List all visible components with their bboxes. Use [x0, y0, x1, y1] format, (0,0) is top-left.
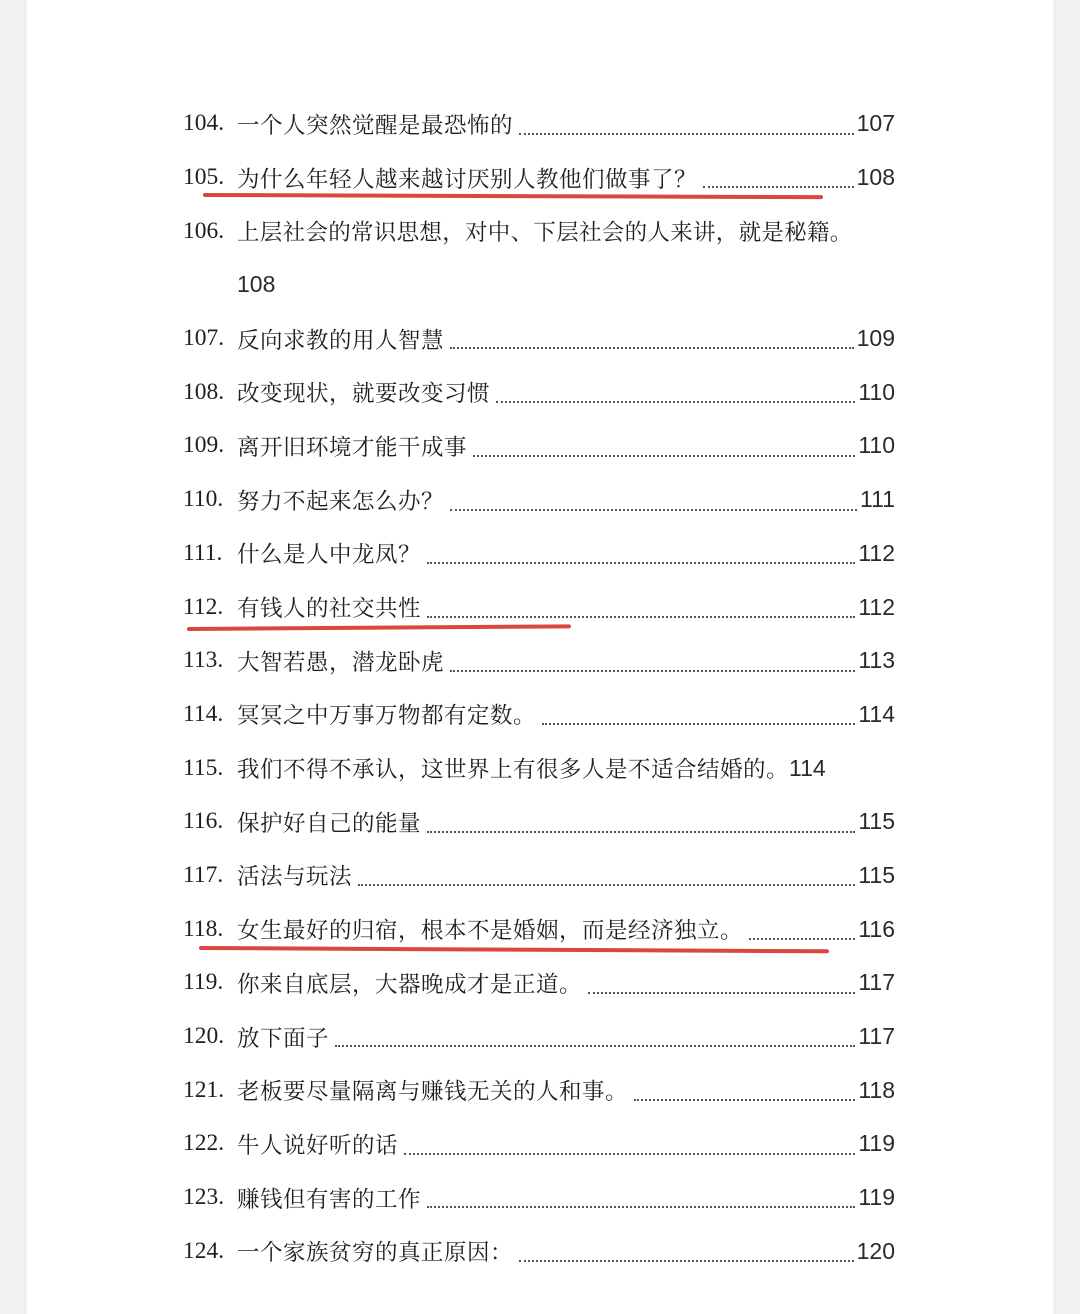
entry-title: 你来自底层，大器晚成才是正道。 — [237, 971, 583, 998]
entry-page-number: 108 — [856, 164, 895, 191]
entry-number: 116. — [183, 808, 224, 835]
entry-title: 大智若愚，潜龙卧虎 — [237, 649, 445, 676]
toc-entry-108[interactable] — [183, 365, 895, 419]
entry-number: 111. — [183, 539, 223, 566]
entry-title: 一个人突然觉醒是最恐怖的 — [237, 112, 514, 139]
dot-leader — [496, 401, 855, 403]
toc-entry-106-continuation[interactable] — [183, 258, 895, 312]
entry-number: 117. — [183, 861, 224, 888]
entry-title: 上层社会的常识思想，对中、下层社会的人来讲，就是秘籍。 — [237, 220, 853, 247]
dot-leader — [519, 133, 854, 135]
toc-entry-109[interactable] — [183, 419, 895, 473]
dot-leader — [749, 938, 855, 940]
entry-number: 122. — [183, 1130, 225, 1157]
entry-title: 改变现状，就要改变习惯 — [237, 381, 491, 408]
toc-entry-113[interactable] — [183, 634, 895, 688]
toc-entry-123[interactable] — [183, 1171, 895, 1225]
entry-title: 牛人说好听的话 — [237, 1132, 399, 1159]
entry-page-number: 112 — [858, 539, 895, 566]
entry-number: 106. — [183, 217, 225, 244]
entry-number: 110. — [183, 486, 224, 513]
entry-title: 冥冥之中万事万物都有定数。 — [237, 703, 537, 730]
entry-page-number: 112 — [858, 593, 895, 620]
entry-number: 105. — [183, 164, 225, 191]
entry-title: 老板要尽量隔离与赚钱无关的人和事。 — [237, 1079, 629, 1106]
entry-title: 保护好自己的能量 — [237, 810, 422, 837]
toc-entry-120[interactable] — [183, 1010, 895, 1064]
entry-page-number: 107 — [856, 110, 895, 137]
entry-page-number: 115 — [858, 808, 895, 835]
entry-title: 我们不得不承认，这世界上有很多人是不适合结婚的。 — [237, 757, 790, 784]
entry-number: 124. — [183, 1237, 225, 1264]
toc-entry-111[interactable] — [183, 527, 895, 581]
toc-entry-119[interactable] — [183, 956, 895, 1010]
entry-number: 121. — [183, 1076, 225, 1103]
dot-leader — [427, 1206, 855, 1208]
toc-entry-124[interactable] — [183, 1224, 895, 1278]
entry-title: 赚钱但有害的工作 — [237, 1186, 422, 1213]
entry-page-number: 115 — [858, 861, 895, 888]
entry-number: 113. — [183, 647, 224, 674]
entry-page-number: 108 — [237, 271, 276, 298]
toc-entry-115[interactable] — [183, 741, 895, 795]
entry-number: 109. — [183, 432, 225, 459]
dot-leader — [427, 831, 855, 833]
dot-leader — [542, 723, 855, 725]
dot-leader — [404, 1153, 855, 1155]
entry-title: 活法与玩法 — [237, 864, 353, 891]
dot-leader — [588, 992, 855, 994]
entry-number: 107. — [183, 325, 225, 352]
entry-page-number: 111 — [860, 486, 895, 513]
toc-entry-116[interactable] — [183, 795, 895, 849]
entry-title: 反向求教的用人智慧 — [237, 327, 445, 354]
toc-entry-121[interactable] — [183, 1063, 895, 1117]
entry-page-number: 117 — [858, 1023, 895, 1050]
dot-leader — [634, 1099, 855, 1101]
entry-title: 放下面子 — [237, 1025, 330, 1052]
entry-number: 104. — [183, 110, 225, 137]
toc-entry-107[interactable] — [183, 312, 895, 366]
table-of-contents — [183, 97, 895, 1278]
dot-leader — [450, 670, 855, 672]
entry-page-number: 114 — [858, 700, 895, 727]
entry-number: 118. — [183, 915, 224, 942]
entry-title: 为什么年轻人越来越讨厌别人教他们做事了？ — [237, 166, 698, 193]
entry-number: 108. — [183, 378, 225, 405]
entry-number: 115. — [183, 754, 224, 781]
dot-leader — [358, 884, 855, 886]
toc-entry-110[interactable] — [183, 473, 895, 527]
dot-leader — [519, 1260, 854, 1262]
dot-leader — [473, 455, 855, 457]
entry-page-number: 109 — [856, 325, 895, 352]
dot-leader — [427, 616, 855, 618]
toc-entry-106[interactable] — [183, 204, 895, 258]
toc-entry-114[interactable] — [183, 688, 895, 742]
dot-leader — [450, 347, 854, 349]
entry-title: 女生最好的归宿，根本不是婚姻，而是经济独立。 — [237, 918, 744, 945]
entry-number: 120. — [183, 1023, 225, 1050]
entry-number: 112. — [183, 593, 224, 620]
entry-title: 离开旧环境才能干成事 — [237, 434, 468, 461]
entry-page-number: 114 — [789, 754, 826, 781]
entry-page-number: 118 — [858, 1076, 895, 1103]
dot-leader — [427, 562, 855, 564]
dot-leader — [450, 509, 857, 511]
entry-page-number: 116 — [858, 915, 895, 942]
dot-leader — [335, 1045, 855, 1047]
toc-entry-122[interactable] — [183, 1117, 895, 1171]
entry-page-number: 119 — [858, 1184, 895, 1211]
entry-title: 一个家族贫穷的真正原因： — [237, 1240, 514, 1267]
entry-page-number: 110 — [858, 432, 895, 459]
entry-page-number: 120 — [856, 1237, 895, 1264]
toc-entry-104[interactable] — [183, 97, 895, 151]
entry-page-number: 119 — [858, 1130, 895, 1157]
entry-page-number: 113 — [858, 647, 895, 674]
entry-title: 有钱人的社交共性 — [237, 596, 422, 623]
entry-page-number: 117 — [858, 969, 895, 996]
entry-number: 123. — [183, 1184, 225, 1211]
entry-number: 114. — [183, 700, 224, 727]
entry-page-number: 110 — [858, 378, 895, 405]
entry-title: 什么是人中龙凤？ — [237, 542, 422, 569]
dot-leader — [703, 186, 854, 188]
toc-entry-117[interactable] — [183, 849, 895, 903]
entry-title: 努力不起来怎么办？ — [237, 488, 445, 515]
entry-number: 119. — [183, 969, 224, 996]
